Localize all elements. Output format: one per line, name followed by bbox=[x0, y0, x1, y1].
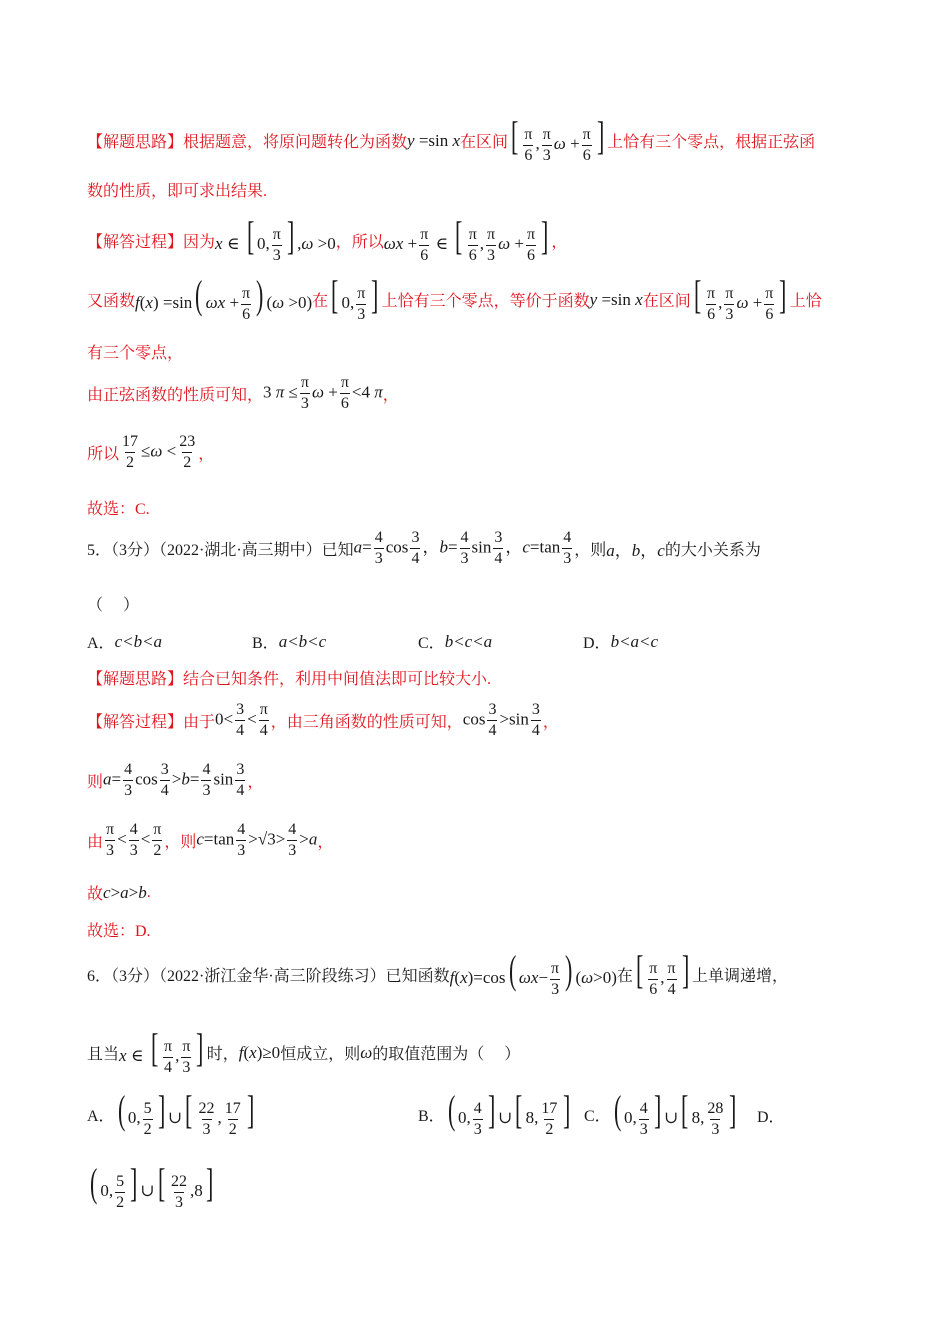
option-5-d[interactable]: D． b<a<c bbox=[583, 631, 659, 652]
text-span: 时， bbox=[206, 1046, 239, 1064]
option-label: C． bbox=[418, 635, 445, 652]
text-span: 6．（3分）（2022·浙江金华·高三阶段练习）已知函数 bbox=[87, 968, 450, 986]
answer-4: 故选：C. bbox=[87, 501, 150, 518]
text-span: 在 bbox=[312, 293, 329, 311]
solution-idea-4: 【解题思路】根据题意，将原问题转化为函数 y =sin x 在区间 [ $\frac{\pi}{6}$ , $\frac{\pi}{3}$ ω + $\frac{\pi}{6}$ ] 上恰有三个零点，根据正弦函 bbox=[87, 113, 816, 164]
text-span: 则 bbox=[87, 774, 104, 791]
text-line: 所以 $\frac{17}{2}$ ≤ω < $\frac{23}{2}$ ， bbox=[87, 433, 215, 471]
option-label: B． bbox=[418, 1108, 445, 1126]
text-span: ，则 bbox=[574, 542, 607, 559]
question-5: 5．（3分）（2022·湖北·高三期中）已知 a= $\frac{4}{3}$ cos $\frac{3}{4}$ ，b= $\frac{4}{3}$ sin $\frac{3}{4}$ ，c=tan $\frac{4}{3}$ ，则 a，b，c 的大小关系为 bbox=[87, 529, 761, 567]
text-span: 上恰 bbox=[789, 293, 822, 311]
text-span: 由正弦函数的性质可知， bbox=[87, 387, 264, 404]
option-label: B． bbox=[252, 635, 279, 652]
option-label: A． bbox=[87, 1108, 115, 1126]
text-span: 在区间 bbox=[460, 134, 509, 152]
option-5-b[interactable]: B． a<b<c bbox=[252, 631, 327, 652]
option-label: D． bbox=[583, 635, 611, 652]
text-span: 在 bbox=[616, 968, 633, 986]
text-span: 上单调递增， bbox=[691, 968, 788, 986]
option-label: D． bbox=[757, 1109, 785, 1126]
option-5-a[interactable]: A． c<b<a bbox=[87, 631, 163, 652]
option-label: C． bbox=[584, 1108, 611, 1126]
text-line: 故 c>a>b . bbox=[87, 882, 151, 903]
text-span: 恒成立，则 bbox=[280, 1046, 361, 1064]
text-span: 所以 bbox=[351, 234, 384, 252]
text-span: 的大小关系为 bbox=[664, 542, 761, 559]
text-span: 上恰有三个零点，等价于函数 bbox=[381, 293, 590, 311]
solution-process-5: 【解答过程】由于 0< $\frac{3}{4}$ < $\frac{\pi}{4}$ ，由三角函数的性质可知， cos $\frac{3}{4}$ >sin $\frac{3}{4}$ ， bbox=[87, 701, 559, 739]
option-6-b[interactable]: B． ( 0, $\frac{4}{3}$ ] ∪[ 8, $\frac{17}{2}$ ] bbox=[418, 1087, 571, 1138]
text-line: 数的性质，即可求出结果. bbox=[87, 183, 268, 200]
text-span: ，则 bbox=[164, 834, 197, 851]
text-span: 【解答过程】由于 bbox=[87, 714, 216, 731]
text-span: 在区间 bbox=[642, 293, 691, 311]
text-span: 所以 bbox=[87, 446, 120, 463]
option-6-a[interactable]: A． ( 0, $\frac{5}{2}$ ] ∪[ $\frac{22}{3}$ , $\frac{17}{2}$ ] bbox=[87, 1087, 255, 1138]
option-6-c[interactable]: C． ( 0, $\frac{4}{3}$ ] ∪[ 8, $\frac{28}{3}$ ] bbox=[584, 1087, 737, 1138]
text-span: 且当 bbox=[87, 1046, 120, 1064]
solution-process-4: 【解答过程】因为 x ∈ [ 0, $\frac{\pi}{3}$ ] ,ω >0 ， 所以 ωx + $\frac{\pi}{6}$ ∈ [ $\frac{\pi}{6}$ , $\frac{\pi}{3}$ ω + $\frac{\pi}{6}$ ] ， bbox=[87, 213, 568, 264]
option-6-d-label[interactable] bbox=[757, 1104, 785, 1127]
text-span: 【解题思路】根据题意，将原问题转化为函数 bbox=[87, 134, 408, 152]
text-line: 则 a= $\frac{4}{3}$ cos $\frac{3}{4}$ >b= $\frac{4}{3}$ sin $\frac{3}{4}$ ， bbox=[87, 761, 264, 799]
text-span: 上恰有三个零点，根据正弦函 bbox=[607, 134, 816, 152]
text-line: 由 $\frac{\pi}{3}$ < $\frac{4}{3}$ < $\frac{\pi}{2}$ ，则 c=tan $\frac{4}{3}$ >√3> $\frac{4}{3}$ >a ， bbox=[87, 821, 334, 859]
option-label: A． bbox=[87, 635, 115, 652]
text-span: 5．（3分）（2022·湖北·高三期中）已知 bbox=[87, 542, 354, 559]
option-5-c[interactable]: C． b<c<a bbox=[418, 631, 493, 652]
text-line: （ ） bbox=[87, 597, 140, 614]
answer-5: 故选：D. bbox=[87, 923, 151, 940]
text-span: 【解答过程】因为 bbox=[87, 234, 216, 252]
text-span: 由 bbox=[87, 834, 104, 851]
text-line: 由正弦函数的性质可知， 3 π ≤ $\frac{\pi}{3}$ ω + $\frac{\pi}{6}$ <4 π ， bbox=[87, 374, 399, 412]
solution-idea-5: 【解题思路】结合已知条件，利用中间值法即可比较大小. bbox=[87, 671, 492, 688]
option-6-d[interactable]: ( 0, $\frac{5}{2}$ ] ∪[ $\frac{22}{3}$ ,8] bbox=[89, 1160, 214, 1211]
text-line: 有三个零点， bbox=[87, 345, 184, 362]
text-line: 且当 x ∈ [ $\frac{\pi}{4}$ , $\frac{\pi}{3}$ ] 时， f(x)≥0 恒成立，则 ω 的取值范围为（ ） bbox=[87, 1025, 521, 1076]
text-span: 故 bbox=[87, 886, 104, 903]
text-span: 又函数 bbox=[87, 293, 136, 311]
text-line: 又函数 f(x) =sin( ωx + $\frac{\pi}{6}$ ) (ω >0) 在 [ 0, $\frac{\pi}{3}$ ] 上恰有三个零点，等价于函数 y =sin x 在区间 [ $\frac{\pi}{6}$ , $\frac{\pi}{3}$ ω + $\frac{\pi}{6}$ ] 上恰 bbox=[87, 272, 822, 323]
text-span: 的取值范围为（ ） bbox=[372, 1046, 521, 1064]
text-span: ，由三角函数的性质可知， bbox=[270, 714, 463, 731]
question-6: 6．（3分）（2022·浙江金华·高三阶段练习）已知函数 f(x)=cos( ωx− $\frac{\pi}{3}$ ) (ω>0) 在 [ $\frac{\pi}{6}$ , $\frac{\pi}{4}$ ] 上单调递增， bbox=[87, 947, 788, 998]
